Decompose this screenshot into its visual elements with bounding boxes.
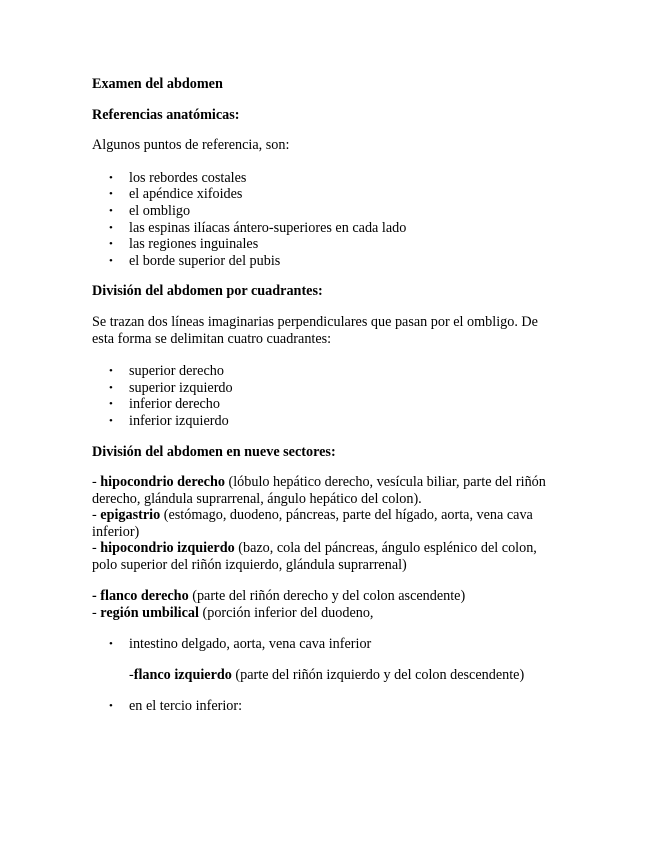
list-item: • el borde superior del pubis — [109, 252, 281, 269]
referencias-list — [92, 170, 562, 270]
bullet-icon: • — [109, 204, 113, 217]
bullet-icon: • — [109, 221, 113, 234]
section-heading-nueve-sectores: División del abdomen en nueve sectores: — [92, 443, 336, 460]
list-item: • superior izquierdo — [109, 379, 233, 396]
umbilical-list — [92, 636, 562, 653]
bullet-icon: • — [109, 188, 113, 201]
list-item: • inferior derecho — [109, 396, 220, 413]
section-heading-referencias: Referencias anatómicas: — [92, 106, 240, 123]
bullet-icon: • — [109, 171, 113, 184]
hipocondrio-derecho-entry: - hipocondrio derecho (lóbulo hepático derecho, vesícula biliar, parte del riñón derecho, glándula suprarrenal, ángulo hepático del colon). — [92, 474, 546, 507]
bullet-icon: • — [109, 637, 113, 650]
hipocondrio-izquierdo-entry: - hipocondrio izquierdo (bazo, cola del páncreas, ángulo esplénico del colon, polo superior del riñón izquierdo, glándula suprarrenal) — [92, 540, 537, 574]
bullet-icon: • — [109, 254, 113, 267]
bullet-icon: • — [109, 414, 113, 427]
list-item: • las regiones inguinales — [109, 236, 259, 253]
list-item: • superior derecho — [109, 363, 224, 380]
list-item: • inferior izquierdo — [109, 412, 229, 429]
section-heading-cuadrantes: División del abdomen por cuadrantes: — [92, 283, 323, 300]
list-item: • el apéndice xifoides — [109, 186, 243, 203]
bullet-icon: • — [109, 700, 113, 713]
bullet-icon: • — [109, 381, 113, 394]
tercio-list — [92, 698, 562, 715]
bullet-icon: • — [109, 398, 113, 411]
region-umbilical-entry: - región umbilical (porción inferior del duodeno, — [92, 604, 374, 621]
list-item: • las espinas ilíacas ántero-superiores en cada lado — [109, 219, 407, 236]
bullet-icon: • — [109, 365, 113, 378]
flanco-izquierdo-entry: -flanco izquierdo (parte del riñón izquierdo y del colon descendente) — [129, 666, 525, 683]
flanco-derecho-entry: - flanco derecho (parte del riñón derecho y del colon ascendente) — [92, 588, 466, 605]
referencias-intro: Algunos puntos de referencia, son: — [92, 137, 290, 154]
list-item: • el ombligo — [109, 202, 191, 219]
list-item: • intestino delgado, aorta, vena cava inferior — [109, 635, 372, 652]
document-title: Examen del abdomen — [92, 76, 223, 92]
cuadrantes-list — [92, 363, 562, 429]
epigastrio-entry: - epigastrio (estómago, duodeno, páncreas, parte del hígado, aorta, vena cava inferior) — [92, 507, 533, 540]
document-page — [92, 76, 562, 715]
list-item: • los rebordes costales — [109, 169, 247, 186]
bullet-icon: • — [109, 238, 113, 251]
list-item: • en el tercio inferior: — [109, 698, 243, 715]
cuadrantes-intro: Se trazan dos líneas imaginarias perpendiculares que pasan por el ombligo. De esta forma se delimitan cuatro cuadrantes: — [92, 313, 538, 347]
